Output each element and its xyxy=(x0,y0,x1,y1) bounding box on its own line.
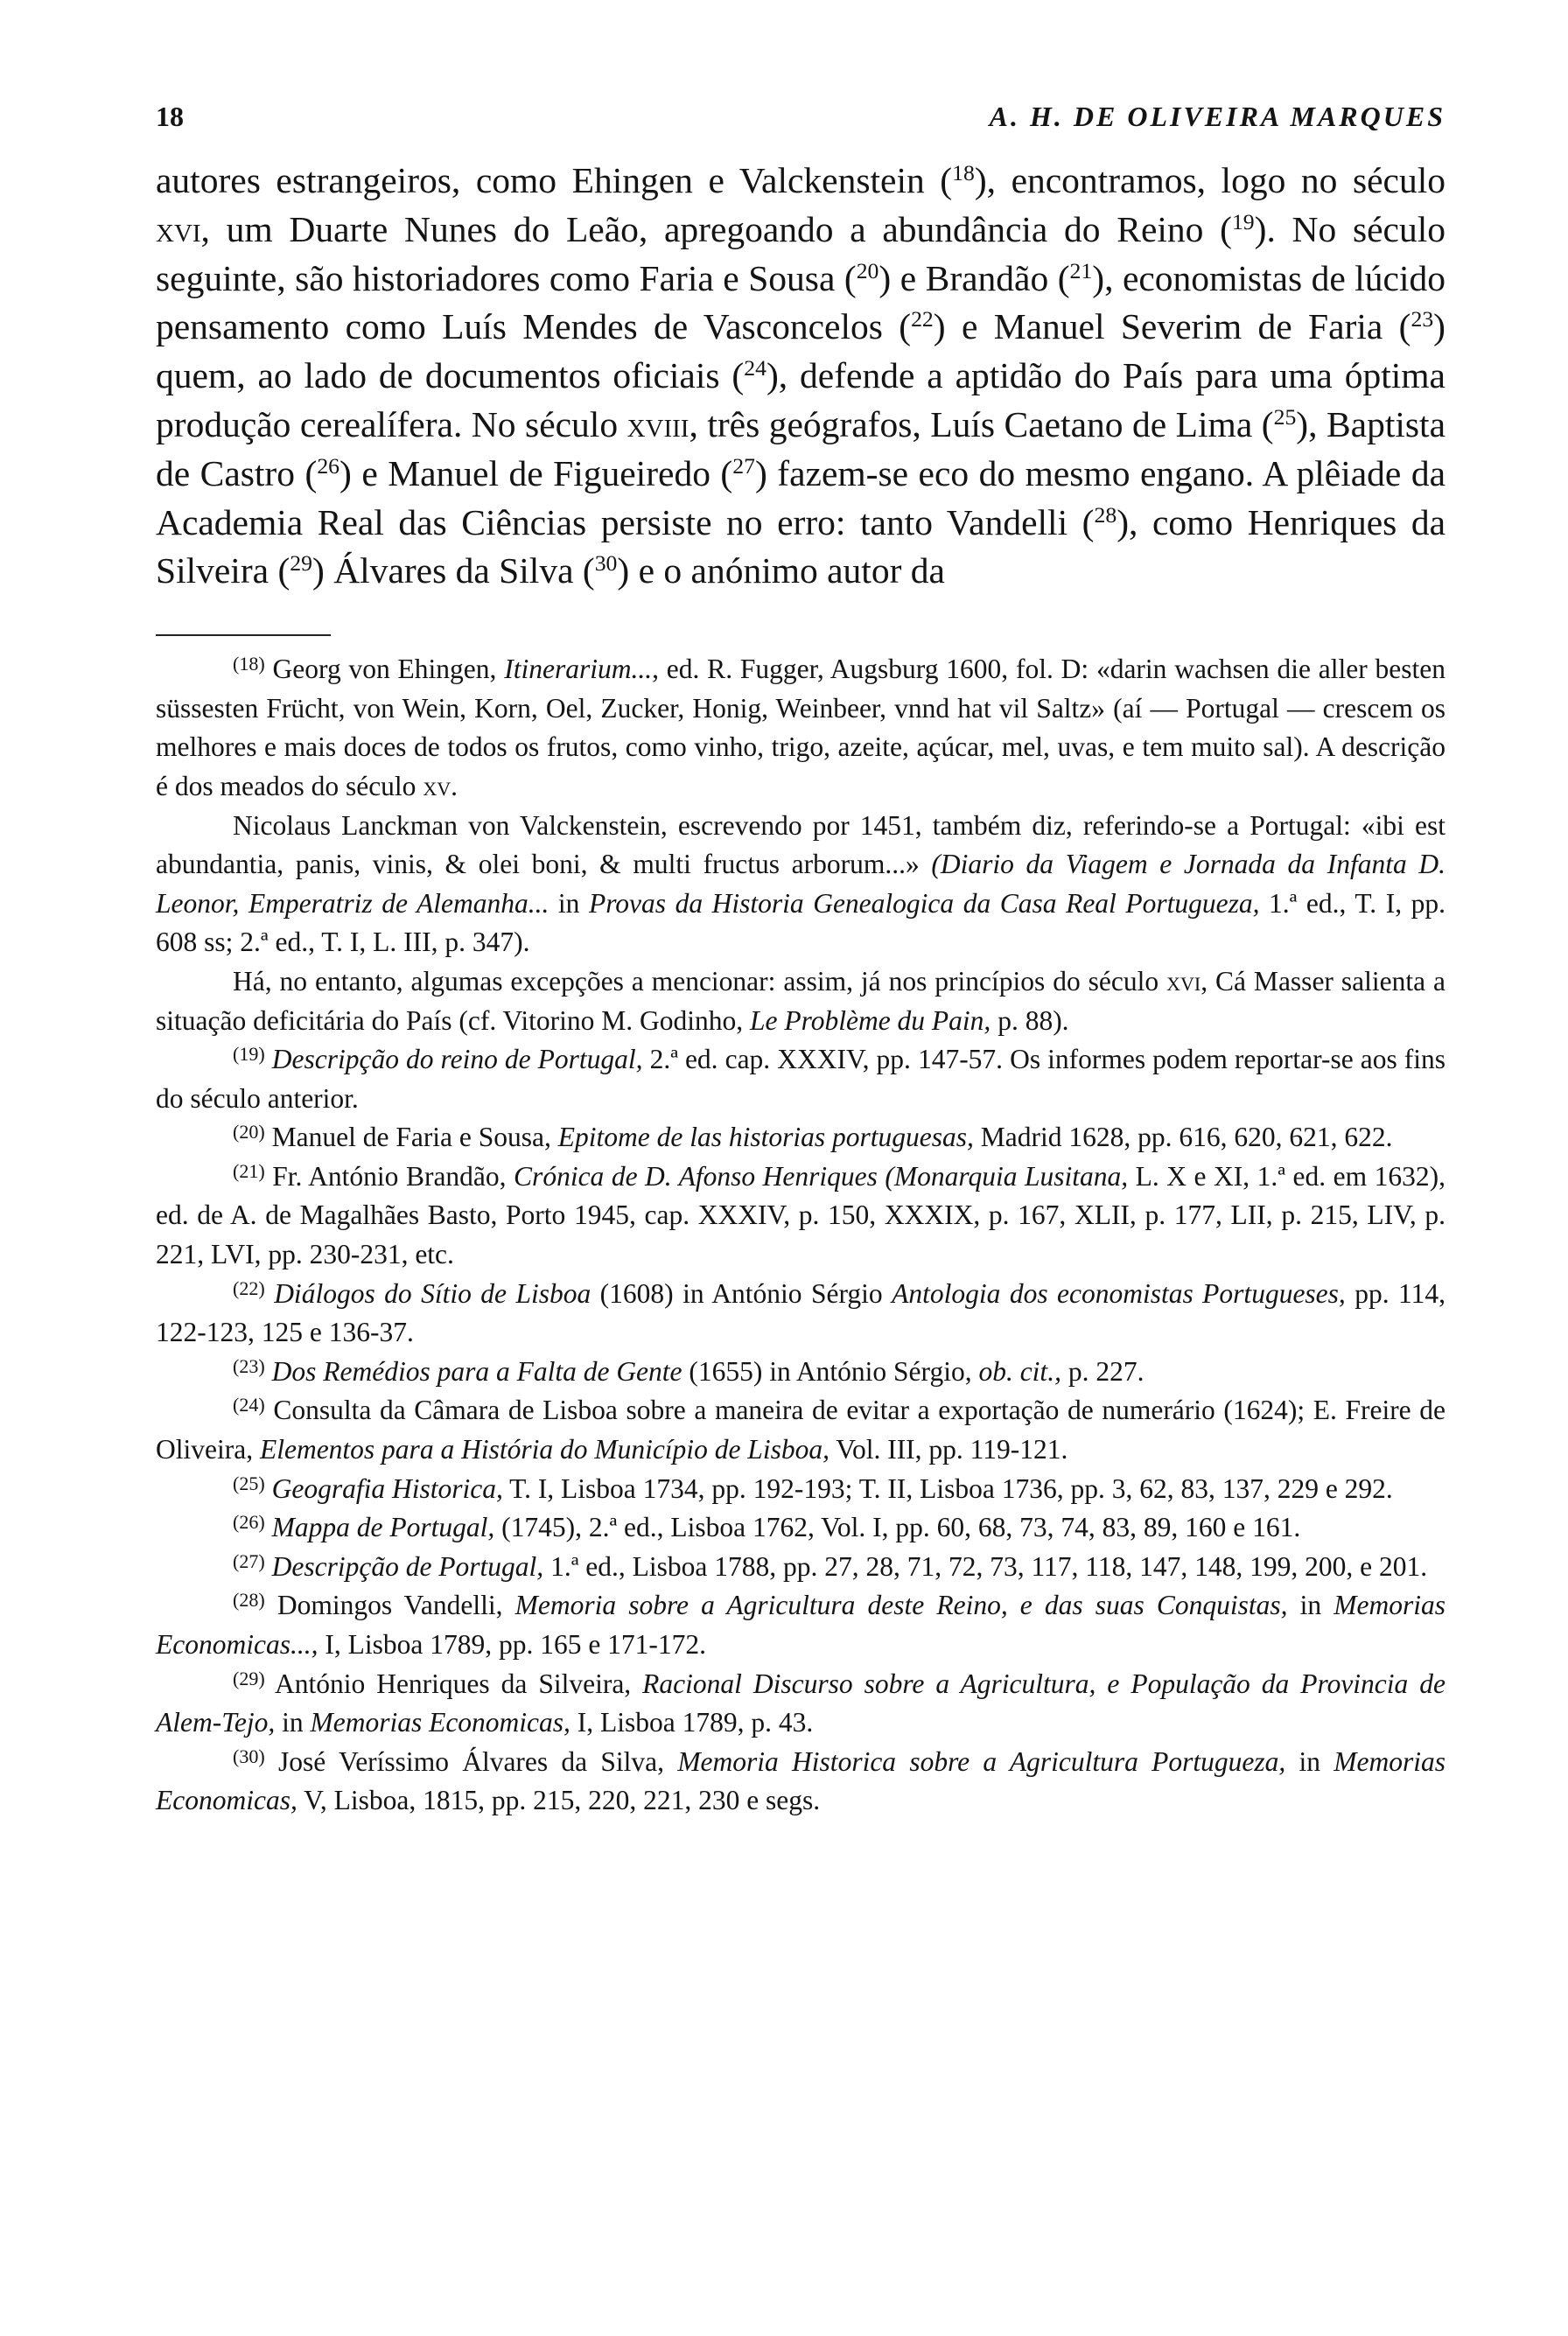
page-header xyxy=(156,101,1446,157)
note-ref-23[interactable]: 23 xyxy=(1410,306,1434,332)
footnote-text: in xyxy=(1287,1590,1334,1621)
footnote-29 xyxy=(156,1665,1446,1743)
footnote-title: Racional Discurso sobre a Agricultura, e População da Provincia de Alem-Tejo, xyxy=(156,1668,1446,1738)
footnote-number: (18) xyxy=(233,653,265,675)
note-ref-22[interactable]: 22 xyxy=(911,306,934,332)
footnote-title: Mappa de Portugal, xyxy=(271,1512,495,1543)
footnote-text: Madrid 1628, pp. 616, 620, 621, 622. xyxy=(973,1122,1393,1153)
century-numeral: xv xyxy=(423,770,452,801)
century-numeral: xvi xyxy=(156,208,201,249)
footnote-21 xyxy=(156,1158,1446,1275)
footnote-number: (19) xyxy=(233,1043,265,1066)
footnote-20 xyxy=(156,1118,1446,1158)
body-text-run: ) quem, ao lado de documentos oficiais ( xyxy=(156,306,1446,396)
footnote-text: António Henriques da Silveira, xyxy=(274,1668,643,1699)
footnote-text: 1.ª ed., Lisboa 1788, pp. 27, 28, 71, 72, 73, 117, 118, 147, 148, 199, 200, e 201. xyxy=(543,1550,1428,1582)
footnote-title: (Diario da Viagem e Jornada da Infanta D. Leonor, Emperatriz de Alemanha... xyxy=(156,849,1446,919)
footnote-title: Dos Remédios para a Falta de Gente xyxy=(271,1355,682,1387)
footnote-30 xyxy=(156,1743,1446,1821)
footnote-text: Vol. III, pp. 119-121. xyxy=(829,1434,1068,1465)
body-text-run: ) e Manuel Severim de Faria ( xyxy=(933,306,1411,347)
note-ref-25[interactable]: 25 xyxy=(1273,403,1297,430)
footnote-number: (29) xyxy=(233,1667,265,1689)
footnote-26 xyxy=(156,1508,1446,1548)
note-ref-20[interactable]: 20 xyxy=(856,257,879,283)
note-ref-29[interactable]: 29 xyxy=(290,550,312,577)
footnote-18-continued xyxy=(156,807,1446,962)
footnote-title: Antologia dos economistas Portugueses, xyxy=(892,1277,1346,1309)
footnote-number: (21) xyxy=(233,1160,265,1183)
footnote-24 xyxy=(156,1391,1446,1469)
footnote-number: (24) xyxy=(233,1394,265,1416)
footnote-text: V, Lisboa, 1815, pp. 215, 220, 221, 230 e segs. xyxy=(297,1785,821,1816)
footnote-text: p. 88). xyxy=(990,1004,1069,1036)
footnote-text: T. I, Lisboa 1734, pp. 192-193; T. II, Lisboa 1736, pp. 3, 62, 83, 137, 229 e 292. xyxy=(502,1472,1393,1504)
footnote-18-continued-2 xyxy=(156,962,1446,1040)
footnote-number: (30) xyxy=(233,1745,265,1767)
footnote-title: Descripção do reino de Portugal, xyxy=(271,1044,643,1075)
body-text-run: ) fazem-se eco do mesmo engano. A plêiade da Academia Real das Ciências persiste no erro: tanto Vandelli ( xyxy=(156,452,1446,542)
footnote-text: I, Lisboa 1789, p. 43. xyxy=(570,1707,814,1738)
running-head: A. H. DE OLIVEIRA MARQUES xyxy=(989,101,1446,132)
footnote-number: (25) xyxy=(233,1472,265,1494)
footnote-title: ob. cit., xyxy=(978,1355,1061,1387)
footnote-text: . xyxy=(451,770,458,801)
footnote-text: Há, no entanto, algumas excepções a mencionar: assim, já nos princípios do século xyxy=(233,965,1167,997)
footnote-22 xyxy=(156,1275,1446,1353)
footnote-number: (20) xyxy=(233,1121,265,1144)
footnote-title: Memorias Economicas..., xyxy=(156,1590,1446,1661)
body-text-run: ) e Brandão ( xyxy=(878,257,1070,298)
footnote-19 xyxy=(156,1040,1446,1118)
footnote-text: Manuel de Faria e Sousa, xyxy=(271,1122,558,1153)
footnote-number: (22) xyxy=(233,1276,265,1299)
footnote-title: Memorias Economicas, xyxy=(310,1707,570,1738)
century-numeral: xvi xyxy=(1166,965,1201,997)
footnote-number: (27) xyxy=(233,1550,265,1573)
footnote-text: 1.ª ed., T. I, pp. 608 ss; 2.ª ed., T. I, L. III, p. 347). xyxy=(156,887,1446,958)
note-ref-30[interactable]: 30 xyxy=(594,550,618,577)
footnote-number: (28) xyxy=(233,1589,265,1612)
century-numeral: xviii xyxy=(626,403,690,444)
footnote-title: Memorias Economicas, xyxy=(156,1745,1446,1816)
body-text-run: ) e o anónimo autor da xyxy=(617,550,945,591)
body-text-run: autores estrangeiros, como Ehingen e Valckenstein ( xyxy=(156,160,953,200)
body-text-run: ), encontramos, logo no século xyxy=(974,160,1446,200)
footnote-number: (23) xyxy=(233,1355,265,1378)
footnote-text: in xyxy=(549,887,589,919)
footnote-title: Crónica de D. Afonso Henriques (Monarquia Lusitana, xyxy=(514,1160,1129,1192)
footnote-text: Fr. António Brandão, xyxy=(272,1160,514,1192)
footnote-title: Geografia Historica, xyxy=(271,1472,503,1504)
footnote-text: I, Lisboa 1789, pp. 165 e 171-172. xyxy=(318,1629,707,1661)
footnote-28 xyxy=(156,1586,1446,1664)
body-text-run: , um Duarte Nunes do Leão, apregoando a abundância do Reino ( xyxy=(200,208,1232,249)
footnote-title: Provas da Historia Genealogica da Casa Real Portugueza, xyxy=(588,887,1260,919)
footnote-text: L. X e XI, 1.ª ed. em 1632), ed. de A. de Magalhães Basto, Porto 1945, cap. XXXIV, p. 150, XXXIX, p. 167, XLII, p. 177, LII, p. 215, LIV, p. 221, LVI, pp. 230-231, etc. xyxy=(156,1160,1446,1270)
note-ref-27[interactable]: 27 xyxy=(732,452,755,479)
body-text-run: ), Baptista de Castro ( xyxy=(156,403,1446,493)
body-text-run: ) Álvares da Silva ( xyxy=(312,550,595,591)
footnote-title: Le Problème du Pain, xyxy=(750,1004,991,1036)
footnote-text: (1745), 2.ª ed., Lisboa 1762, Vol. I, pp. 60, 68, 73, 74, 83, 89, 160 e 161. xyxy=(494,1512,1301,1543)
footnote-title: Memoria sobre a Agricultura deste Reino, e das suas Conquistas, xyxy=(514,1590,1288,1621)
footnote-number: (26) xyxy=(233,1511,265,1534)
note-ref-19[interactable]: 19 xyxy=(1231,208,1255,234)
footnote-text: Consulta da Câmara de Lisboa sobre a maneira de evitar a exportação de numerário (1624); E. Freire de Oliveira, xyxy=(156,1395,1446,1465)
footnote-text: José Veríssimo Álvares da Silva, xyxy=(278,1745,678,1777)
footnotes xyxy=(156,650,1446,1821)
page-number: 18 xyxy=(156,101,184,132)
footnote-text: , Cá Masser salienta a situação deficitária do País (cf. Vitorino M. Godinho, xyxy=(156,965,1446,1036)
footnote-25 xyxy=(156,1470,1446,1509)
footnote-text: pp. 114, 122-123, 125 e 136-37. xyxy=(156,1277,1446,1348)
footnote-title: Epitome de las historias portuguesas, xyxy=(557,1122,974,1153)
body-text-run: ), economistas de lúcido pensamento como Luís Mendes de Vasconcelos ( xyxy=(156,257,1446,347)
footnote-text: , ed. R. Fugger, Augsburg 1600, fol. D: «darin wachsen die aller besten süssesten Frücht, von Wein, Korn, Oel, Zucker, Honig, Weinbeer, vnnd hat vil Saltz» (aí — Portugal — crescem os melhores e mais doces de todos os frutos, como vinho, trigo, azeite, açúcar, mel, uvas, e tem muito sal). A descrição é dos meados do século xyxy=(156,654,1446,801)
note-ref-21[interactable]: 21 xyxy=(1069,257,1093,283)
note-ref-18[interactable]: 18 xyxy=(952,159,975,185)
footnote-title: Itinerarium... xyxy=(504,654,653,685)
note-ref-24[interactable]: 24 xyxy=(744,355,766,381)
body-text-run: ). No século seguinte, são historiadores como Faria e Sousa ( xyxy=(156,208,1446,298)
footnote-text: in xyxy=(275,1707,311,1738)
footnote-text: p. 227. xyxy=(1060,1355,1144,1387)
footnote-text: Domingos Vandelli, xyxy=(276,1590,515,1621)
footnote-text: in xyxy=(1285,1745,1334,1777)
page xyxy=(156,101,1446,1821)
footnote-text: 2.ª ed. cap. XXXIV, pp. 147-57. Os informes podem reportar-se aos fins do século anterior. xyxy=(156,1044,1446,1114)
footnote-title: Memoria Historica sobre a Agricultura Portugueza, xyxy=(677,1745,1286,1777)
body-text-run: , três geógrafos, Luís Caetano de Lima ( xyxy=(689,403,1274,444)
footnote-text: Nicolaus Lanckman von Valckenstein, escrevendo por 1451, também diz, referindo-se a Portugal: «ibi est abundantia, panis, vinis, & olei boni, & multi fructus arborum...» xyxy=(156,809,1446,880)
footnote-27 xyxy=(156,1548,1446,1587)
body-text-run: ), como Henriques da Silveira ( xyxy=(156,501,1446,591)
note-ref-28[interactable]: 28 xyxy=(1094,501,1117,528)
footnote-text: (1608) in António Sérgio xyxy=(591,1277,892,1309)
footnote-18 xyxy=(156,650,1446,806)
note-ref-26[interactable]: 26 xyxy=(317,452,340,479)
footnote-text: Georg von Ehingen, xyxy=(272,654,505,685)
body-text-run: ) e Manuel de Figueiredo ( xyxy=(340,452,733,493)
footnote-separator xyxy=(156,634,331,636)
footnote-text: (1655) in António Sérgio, xyxy=(682,1355,979,1387)
body-paragraph xyxy=(156,157,1446,596)
footnote-title: Diálogos do Sítio de Lisboa xyxy=(274,1277,592,1309)
body-text-run: ), defende a aptidão do País para uma óptima produção cerealífera. No século xyxy=(156,355,1446,444)
footnote-title: Elementos para a História do Município de Lisboa, xyxy=(259,1434,830,1465)
footnote-title: Descripção de Portugal, xyxy=(271,1550,544,1582)
footnote-23 xyxy=(156,1353,1446,1392)
